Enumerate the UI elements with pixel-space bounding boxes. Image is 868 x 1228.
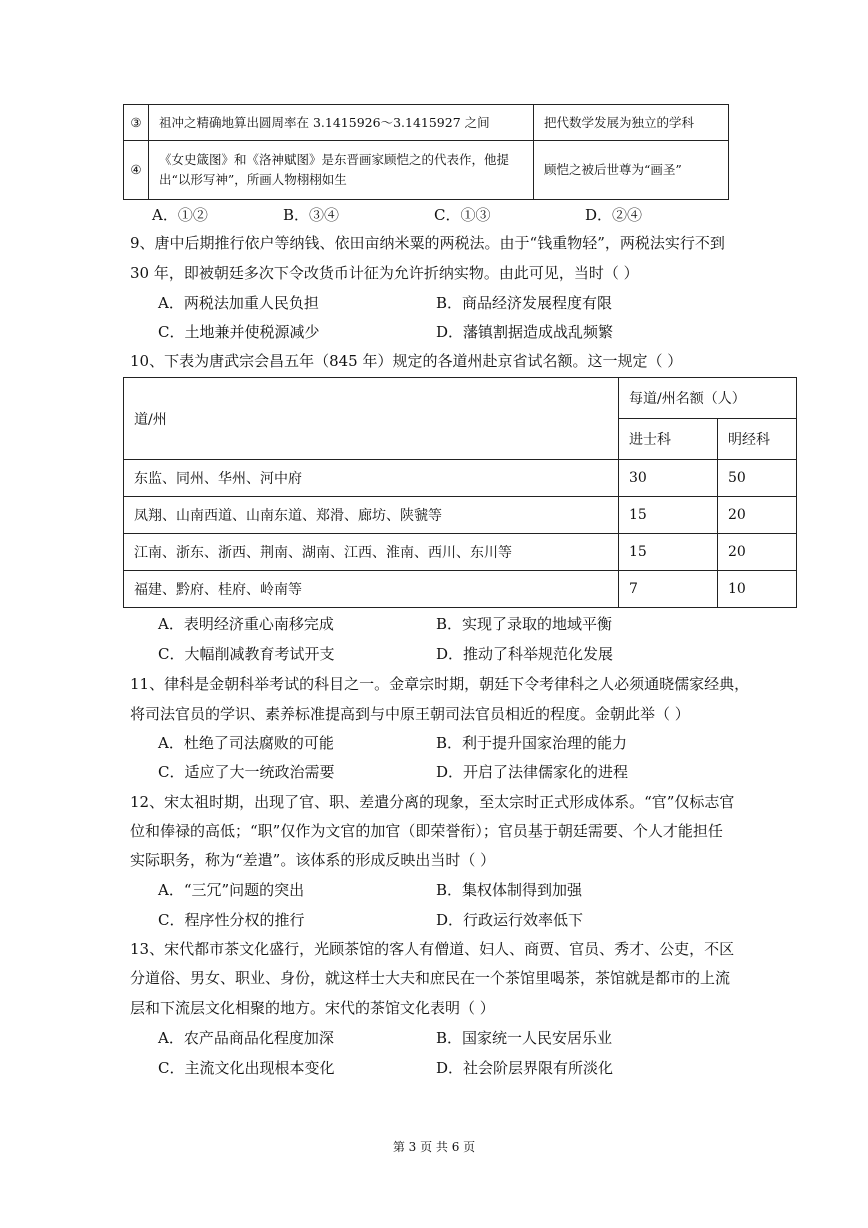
q12-option-b: B．集权体制得到加强 xyxy=(436,881,583,899)
q9-option-c: C．土地兼并使税源减少 xyxy=(158,323,320,341)
q9-stem-line: 30 年，即被朝廷多次下令改货币计征为允许折纳实物。由此可见，当时（ ） xyxy=(130,264,639,282)
cell-mingjing: 10 xyxy=(718,571,797,608)
achievements-table xyxy=(123,104,729,200)
q12-option-a: A．“三冗”问题的突出 xyxy=(158,881,305,899)
q12-option-c: C．程序性分权的推行 xyxy=(158,911,305,929)
q13-option-a: A．农产品商品化程度加深 xyxy=(158,1029,334,1047)
q10-option-c: C．大幅削减教育考试开支 xyxy=(158,645,335,663)
q11-option-a: A．杜绝了司法腐败的可能 xyxy=(158,734,334,752)
cell-region: 江南、浙东、浙西、荆南、湖南、江西、淮南、西川、东川等 xyxy=(124,534,619,571)
header-jinshi: 进士科 xyxy=(619,419,718,460)
q8-option-b: B．③④ xyxy=(283,206,340,224)
q11-option-d: D．开启了法律儒家化的进程 xyxy=(436,763,629,781)
q8-option-d: D．②④ xyxy=(585,206,643,224)
q8-option-a: A．①② xyxy=(152,206,208,224)
q12-stem-line: 位和俸禄的高低；“职”仅作为文官的加官（即荣誉衔）；官员基于朝廷需要、个人才能担任 xyxy=(130,822,723,840)
table-row xyxy=(124,460,797,497)
q10-stem: 10、下表为唐武宗会昌五年（845 年）规定的各道州赴京省试名额。这一规定（ ） xyxy=(130,352,683,370)
q9-option-b: B．商品经济发展程度有限 xyxy=(436,294,613,312)
cell-mingjing: 20 xyxy=(718,534,797,571)
row-number: ③ xyxy=(124,105,149,141)
q13-option-d: D．社会阶层界限有所淡化 xyxy=(436,1059,614,1077)
cell-region: 东监、同州、华州、河中府 xyxy=(124,460,619,497)
q12-option-d: D．行政运行效率低下 xyxy=(436,911,584,929)
table-row xyxy=(124,105,729,141)
cell-region: 凤翔、山南西道、山南东道、郑滑、廊坊、陕虢等 xyxy=(124,497,619,534)
q11-stem-line: 将司法官员的学识、素养标准提高到与中原王朝司法官员相近的程度。金朝此举（ ） xyxy=(130,705,690,723)
cell-jinshi: 15 xyxy=(619,534,718,571)
table-row xyxy=(124,534,797,571)
q10-option-b: B．实现了录取的地域平衡 xyxy=(436,615,613,633)
row-number: ④ xyxy=(124,141,149,200)
cell-mingjing: 20 xyxy=(718,497,797,534)
header-region: 道/州 xyxy=(124,378,619,460)
q9-option-d: D．藩镇割据造成战乱频繁 xyxy=(436,323,614,341)
cell-jinshi: 30 xyxy=(619,460,718,497)
q11-stem-line: 11、律科是金朝科举考试的科目之一。金章宗时期，朝廷下令考律科之人必须通晓儒家经典， xyxy=(130,675,750,693)
quota-table xyxy=(123,377,797,608)
header-mingjing: 明经科 xyxy=(718,419,797,460)
table-row xyxy=(124,497,797,534)
q12-stem-line: 12、宋太祖时期，出现了官、职、差遣分离的现象，至太宗时正式形成体系。“官”仅标志官 xyxy=(130,793,735,811)
q13-stem-line: 层和下流层文化相聚的地方。宋代的茶馆文化表明（ ） xyxy=(130,999,495,1017)
row-note: 把代数学发展为独立的学科 xyxy=(534,105,729,141)
q13-stem-line: 分道俗、男女、职业、身份，就这样士大夫和庶民在一个茶馆里喝茶，茶馆就是都市的上流 xyxy=(130,969,731,987)
q12-stem-line: 实际职务，称为“差遣”。该体系的形成反映出当时（ ） xyxy=(130,851,496,869)
q13-option-c: C．主流文化出现根本变化 xyxy=(158,1059,335,1077)
table-row xyxy=(124,141,729,200)
cell-mingjing: 50 xyxy=(718,460,797,497)
row-note: 顾恺之被后世尊为“画圣” xyxy=(534,141,729,200)
q10-option-a: A．表明经济重心南移完成 xyxy=(158,615,334,633)
row-content-line: 出“以形写神”，所画人物栩栩如生 xyxy=(159,172,347,187)
q8-option-c: C．①③ xyxy=(434,206,491,224)
table-header-row xyxy=(124,378,797,419)
cell-jinshi: 7 xyxy=(619,571,718,608)
q13-stem-line: 13、宋代都市茶文化盛行，光顾茶馆的客人有僧道、妇人、商贾、官员、秀才、公吏，不区 xyxy=(130,940,735,958)
cell-region: 福建、黔府、桂府、岭南等 xyxy=(124,571,619,608)
q10-option-d: D．推动了科举规范化发展 xyxy=(436,645,614,663)
row-content-line: 《女史箴图》和《洛神赋图》是东晋画家顾恺之的代表作，他提 xyxy=(159,152,510,167)
q9-option-a: A．两税法加重人民负担 xyxy=(158,294,319,312)
q13-option-b: B．国家统一人民安居乐业 xyxy=(436,1029,613,1047)
q11-option-b: B．利于提升国家治理的能力 xyxy=(436,734,628,752)
q11-option-c: C．适应了大一统政治需要 xyxy=(158,763,335,781)
q9-stem-line: 9、唐中后期推行依户等纳钱、依田亩纳米粟的两税法。由于“钱重物轻”，两税法实行不到 xyxy=(130,234,725,252)
header-quota: 每道/州名额（人） xyxy=(619,378,797,419)
row-content xyxy=(149,141,534,200)
cell-jinshi: 15 xyxy=(619,497,718,534)
page-footer: 第 3 页 共 6 页 xyxy=(392,1140,476,1154)
row-content: 祖冲之精确地算出圆周率在 3.1415926～3.1415927 之间 xyxy=(149,105,534,141)
table-row xyxy=(124,571,797,608)
